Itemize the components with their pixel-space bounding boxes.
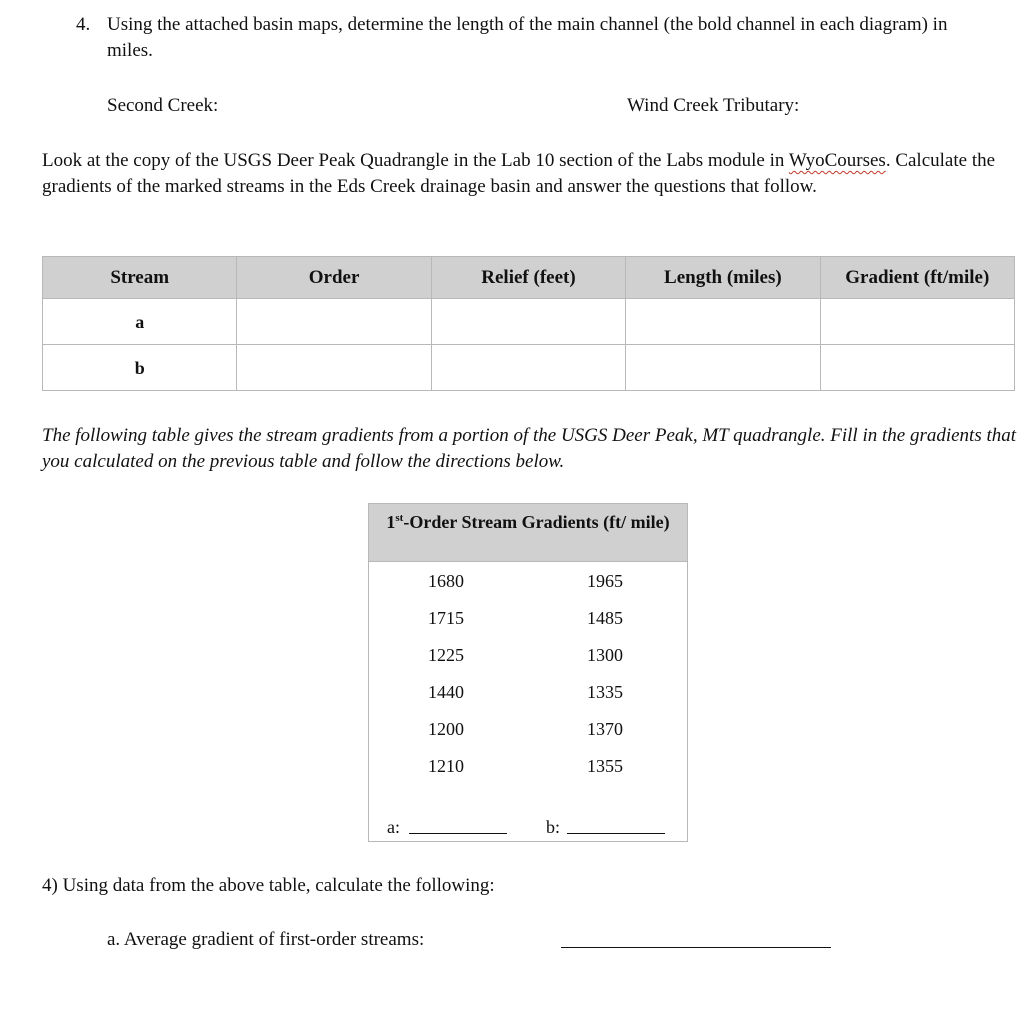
stream-label-cell: a bbox=[43, 299, 237, 345]
gradient-value: 1485 bbox=[587, 608, 623, 628]
length-cell[interactable] bbox=[626, 299, 820, 345]
stream-table-header-row bbox=[43, 257, 1015, 299]
gradient-value: 1440 bbox=[428, 682, 464, 702]
blank-b-line[interactable] bbox=[567, 833, 665, 834]
header-order: Order bbox=[237, 257, 431, 299]
header-stream: Stream bbox=[43, 257, 237, 299]
header-gradient: Gradient (ft/mile) bbox=[820, 257, 1014, 299]
question-4a-text: a. Average gradient of first-order streams: bbox=[107, 929, 425, 950]
gradient-cell[interactable] bbox=[820, 345, 1014, 391]
wind-creek-label: Wind Creek Tributary: bbox=[627, 95, 800, 116]
blank-a-label: a: bbox=[387, 817, 400, 837]
instructions-paragraph bbox=[42, 148, 1017, 200]
gradient-value: 1200 bbox=[428, 719, 464, 739]
gradients-table-title: 1st-Order Stream Gradients (ft/ mile) bbox=[386, 512, 670, 532]
gradient-value: 1715 bbox=[428, 608, 464, 628]
relief-cell[interactable] bbox=[431, 345, 625, 391]
length-cell[interactable] bbox=[626, 345, 820, 391]
gradient-value: 1300 bbox=[587, 645, 623, 665]
gradients-table-header bbox=[369, 504, 687, 562]
question-4-prompt: 4) Using data from the above table, calculate the following: bbox=[42, 875, 495, 896]
gradient-value: 1335 bbox=[587, 682, 623, 702]
header-length: Length (miles) bbox=[626, 257, 820, 299]
stream-table bbox=[42, 256, 1015, 391]
gradients-intro-paragraph: The following table gives the stream gradients from a portion of the USGS Deer Peak, MT quadrangle. Fill in the gradients that you calculated on the previous table and follow the directions below. bbox=[42, 425, 1017, 472]
gradient-value: 1965 bbox=[587, 571, 623, 591]
stream-label-cell: b bbox=[43, 345, 237, 391]
instructions-text-end: . Calculate the gradients of the marked streams in the Eds Creek drainage basin and answer the questions that follow. bbox=[42, 150, 996, 197]
gradient-value: 1680 bbox=[428, 571, 464, 591]
gradient-value: 1355 bbox=[587, 756, 623, 776]
question-number: 4. bbox=[76, 14, 91, 35]
question-text: Using the attached basin maps, determine the length of the main channel (the bold channel in each diagram) in miles. bbox=[107, 14, 948, 61]
second-creek-label: Second Creek: bbox=[107, 95, 219, 116]
gradient-value: 1225 bbox=[428, 645, 464, 665]
gradients-table bbox=[368, 503, 688, 842]
header-relief: Relief (feet) bbox=[431, 257, 625, 299]
gradient-value: 1370 bbox=[587, 719, 623, 739]
spellcheck-flagged-word[interactable]: WyoCourses bbox=[788, 150, 886, 171]
blank-b-label: b: bbox=[546, 817, 561, 837]
question-4a-answer-line[interactable] bbox=[561, 947, 831, 948]
instructions-text-start: Look at the copy of the USGS Deer Peak Quadrangle in the Lab 10 section of the Labs module in bbox=[42, 150, 789, 171]
gradient-cell[interactable] bbox=[820, 299, 1014, 345]
order-cell[interactable] bbox=[237, 299, 431, 345]
blank-a-line[interactable] bbox=[409, 833, 507, 834]
relief-cell[interactable] bbox=[431, 299, 625, 345]
table-row bbox=[43, 299, 1015, 345]
gradient-value: 1210 bbox=[428, 756, 464, 776]
table-row bbox=[43, 345, 1015, 391]
order-cell[interactable] bbox=[237, 345, 431, 391]
